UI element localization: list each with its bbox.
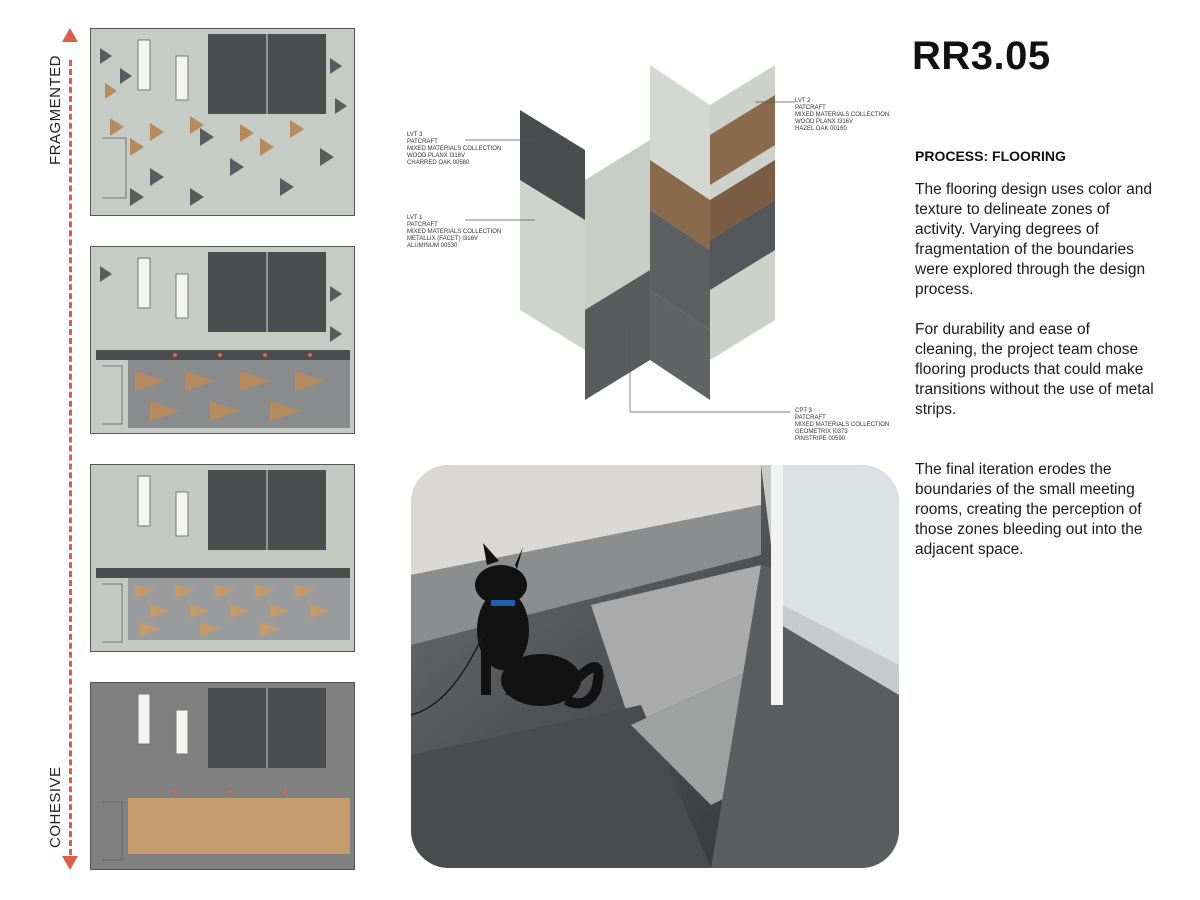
axis-label-cohesive: COHESIVE <box>47 766 64 848</box>
axis-line <box>69 60 72 855</box>
dog-photo <box>411 465 899 868</box>
paragraph-3: The final iteration erodes the boundaries of the small meeting rooms, creating the perception of those zones bleeding out into the adjacent space. <box>915 461 1143 558</box>
axis-arrow-down-icon <box>62 856 78 870</box>
cohesive-plan <box>90 682 355 870</box>
callout-lvt3: LVT 3 PATCRAFT MIXED MATERIALS COLLECTION WOOD PLANX I316V CHARRED OAK 00580 <box>407 132 502 166</box>
page-title: RR3.05 <box>912 34 1051 78</box>
callout-lvt2: LVT 2 PATCRAFT MIXED MATERIALS COLLECTION WOOD PLANX I316V HAZEL OAK 00160 <box>795 98 890 132</box>
axis-label-fragmented: FRAGMENTED <box>47 55 64 165</box>
flooring-swatch-diagram <box>395 60 895 460</box>
axis-arrow-up-icon <box>62 28 78 42</box>
callout-lvt1: LVT 1 PATCRAFT MIXED MATERIALS COLLECTION METALLIX (FACET) I316V ALUMINUM 00530 <box>407 215 502 249</box>
fragmented-plan <box>90 28 355 216</box>
paragraph-2: For durability and ease of cleaning, the project team chose flooring products that could make transitions without the use of metal strips. <box>915 321 1154 418</box>
partial-plan-2 <box>90 464 355 652</box>
paragraph-1: The flooring design uses color and texture to delineate zones of activity. Varying degrees of fragmentation of the boundaries were explored through the design process. <box>915 181 1152 298</box>
callout-cpt3: CPT 3 PATCRAFT MIXED MATERIALS COLLECTION GEOMETRIX I0373 PINSTRIPE 00590 <box>795 408 890 442</box>
section-heading: PROCESS: FLOORING <box>915 148 1066 164</box>
partial-plan-1 <box>90 246 355 434</box>
